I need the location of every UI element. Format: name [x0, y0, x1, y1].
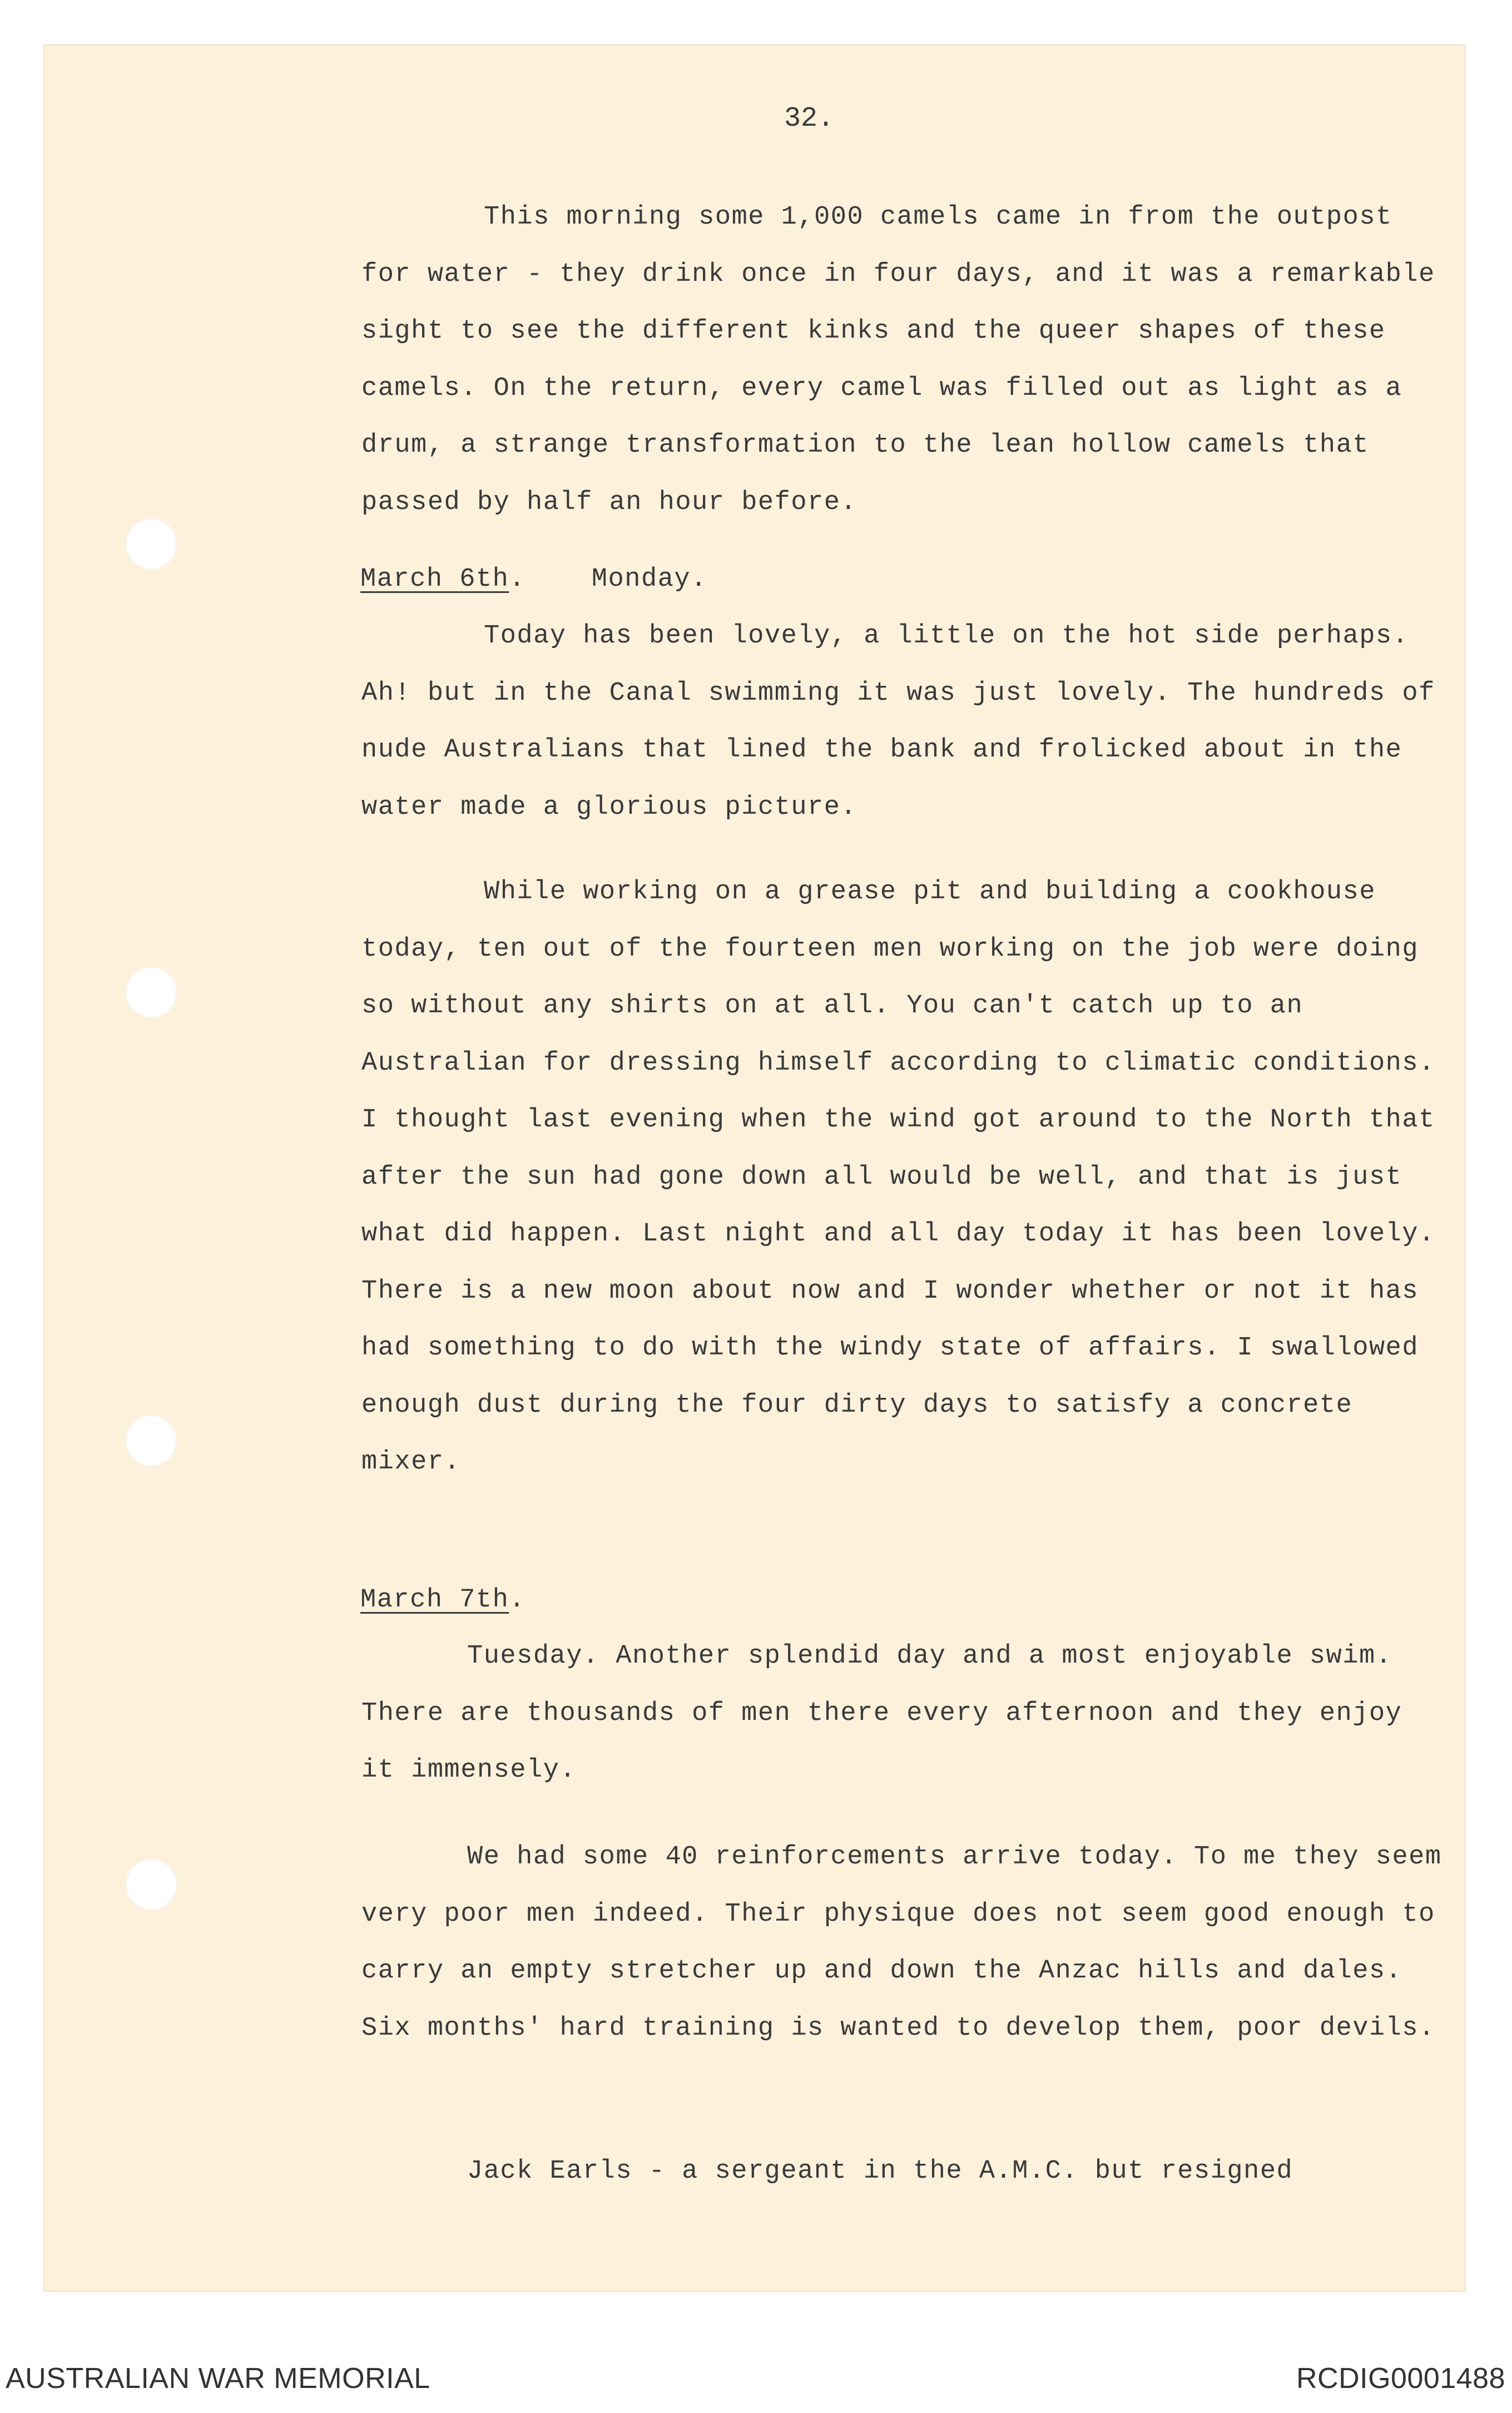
archive-credit: AUSTRALIAN WAR MEMORIAL: [6, 2362, 430, 2395]
punch-hole: [126, 1415, 177, 1466]
punch-hole: [126, 1859, 177, 1910]
entry-weekday: Monday.: [591, 565, 707, 594]
entry-date: March 7th: [360, 1585, 509, 1615]
page-number: 32.: [784, 103, 835, 135]
paragraph-jack-earls: Jack Earls - a sergeant in the A.M.C. but resigned: [467, 2157, 1293, 2186]
archive-reference-id: RCDIG0001488: [1296, 2362, 1505, 2395]
paragraph-tuesday: Tuesday. Another splendid day and a most enjoyable swim. There are thousands of men there every afternoon and they enjoy it immensely.: [361, 1641, 1402, 1785]
punch-hole: [126, 967, 177, 1018]
paragraph-canal-swim: Today has been lovely, a little on the hot side perhaps. Ah! but in the Canal swimming it was just lovely. The hundreds of nude Australians that lined the bank and frolicked about in the water made a glorious picture.: [361, 621, 1435, 822]
entry-date: March 6th: [360, 565, 509, 594]
punch-hole: [126, 518, 177, 570]
entry-heading-march-6: March 6th. Monday.: [360, 565, 707, 594]
paragraph-cookhouse: While working on a grease pit and building a cookhouse today, ten out of the fourteen men working on the job were doing so without any shirts on at all. You can't catch up to an Australian for dressing himself according to climatic conditions. I thought last evening when the wind got around to the North that after the sun had gone down all would be well, and that is just what did happen. Last night and all day today it has been lovely. There is a new moon about now and I wonder whether or not it has had something to do with the windy state of affairs. I swallowed enough dust during the four dirty days to satisfy a concrete mixer.: [361, 877, 1435, 1477]
entry-heading-march-7: March 7th.: [360, 1585, 526, 1615]
paragraph-reinforcements: We had some 40 reinforcements arrive today. To me they seem very poor men indeed. Their physique does not seem good enough to carry an empty stretcher up and down the Anzac hills and dales. Six months' hard training is wanted to develop them, poor devils.: [361, 1842, 1442, 2043]
paragraph-camels: This morning some 1,000 camels came in from the outpost for water - they drink once in four days, and it was a remarkable sight to see the different kinks and the queer shapes of these camels. On the return, every camel was filled out as light as a drum, a strange transformation to the lean hollow camels that passed by half an hour before.: [361, 202, 1435, 517]
